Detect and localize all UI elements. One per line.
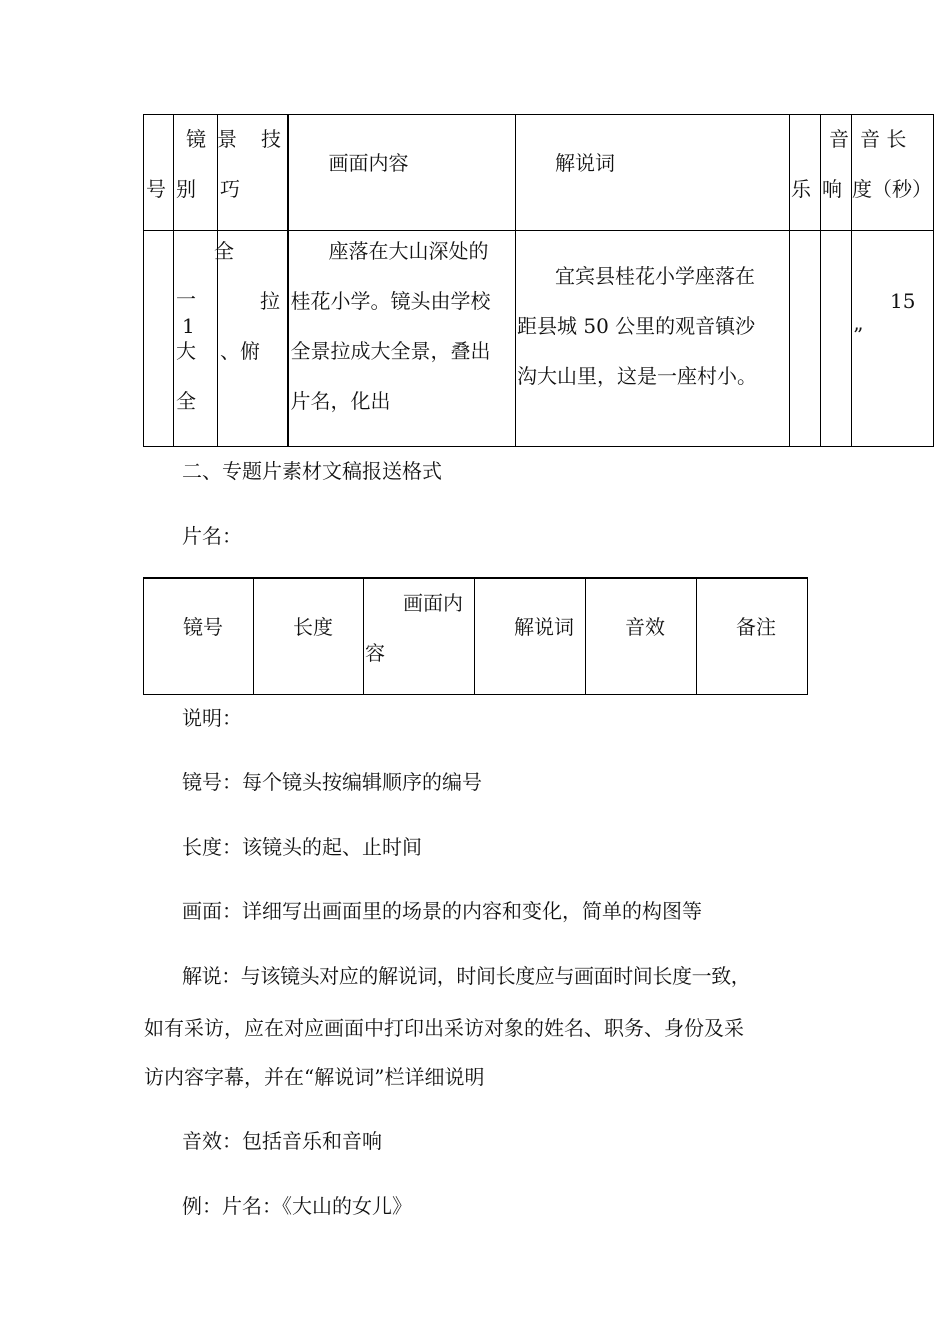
header-ji: 技 xyxy=(261,127,281,151)
header-jingjing-jiqiao xyxy=(218,115,288,231)
cell-huamian: 座落在大山深处的 桂花小学。镜头由学校 全景拉成大全景，叠出 片名，化出 xyxy=(288,231,516,447)
note-jieshuo-line1: 解说：与该镜头对应的解说词，时间长度应与画面时间长度一致， xyxy=(182,964,751,988)
row-dash: 一 xyxy=(176,287,196,311)
submission-format-table xyxy=(143,577,808,695)
header-jinghao: 镜号 xyxy=(144,578,254,694)
cell-hao xyxy=(144,231,174,447)
cell-jieshuo: 宜宾县桂花小学座落在 距县城 50 公里的观音镇沙 沟大山里，这是一座村小。 xyxy=(516,231,790,447)
header-hao: 号 xyxy=(144,115,174,231)
cell-jiqiao xyxy=(214,231,288,447)
row-fu: 、俯 xyxy=(220,339,260,363)
film-label: 片名： xyxy=(182,524,242,548)
storyboard-table xyxy=(143,114,934,447)
row-length: 15 xyxy=(890,289,916,313)
header-length xyxy=(852,115,934,231)
header-jieshuoci: 解说词 xyxy=(475,578,586,694)
notes-title: 说明： xyxy=(182,706,242,730)
header-huamian: 画面内容 xyxy=(288,115,516,231)
cell-yinxiang xyxy=(821,231,852,447)
header-jing-jing: 景 xyxy=(217,127,237,151)
cell-le xyxy=(790,231,821,447)
header-le: 乐 xyxy=(790,115,821,231)
header-qiao: 巧 xyxy=(220,177,240,201)
row-da: 大 xyxy=(176,339,196,363)
row-length-mark: ” xyxy=(853,323,864,347)
note-jinghao: 镜号：每个镜头按编辑顺序的编号 xyxy=(182,770,482,794)
section-title: 二、专题片素材文稿报送格式 xyxy=(182,459,442,483)
header-jing: 镜 xyxy=(186,127,206,151)
note-jieshuo-line2: 如有采访，应在对应画面中打印出采访对象的姓名、职务、身份及采 xyxy=(144,1016,744,1040)
header-dumiao: 度（秒） xyxy=(852,177,932,201)
header-xiang: 响 xyxy=(822,177,842,201)
header-yin: 音 xyxy=(829,127,849,151)
note-huamian: 画面：详细写出画面里的场景的内容和变化，简单的构图等 xyxy=(182,899,702,923)
cell-jingbie xyxy=(174,231,218,447)
example-film-name: 例：片名：《大山的女儿》 xyxy=(182,1194,412,1218)
header-changdu: 长度 xyxy=(254,578,364,694)
note-jieshuo-line3: 访内容字幕，并在“解说词”栏详细说明 xyxy=(144,1065,485,1089)
header-yinxiao: 音效 xyxy=(586,578,697,694)
header-huamian-neirong: 画面内 容 xyxy=(364,578,475,694)
header-bie: 别 xyxy=(176,177,196,201)
row-quan-top: 全 xyxy=(214,239,234,263)
header-jingbie xyxy=(174,115,218,231)
header-yinxiang xyxy=(821,115,852,231)
row-quan: 全 xyxy=(176,389,196,413)
row-la: 拉 xyxy=(260,289,280,313)
row-num: 1 xyxy=(182,314,195,338)
header-jieshuo: 解说词 xyxy=(516,115,790,231)
cell-length xyxy=(852,231,934,447)
header-yinchang: 音 长 xyxy=(860,127,907,151)
note-yinxiao: 音效：包括音乐和音响 xyxy=(182,1129,382,1153)
note-changdu: 长度：该镜头的起、止时间 xyxy=(182,835,422,859)
header-beizhu: 备注 xyxy=(697,578,808,694)
